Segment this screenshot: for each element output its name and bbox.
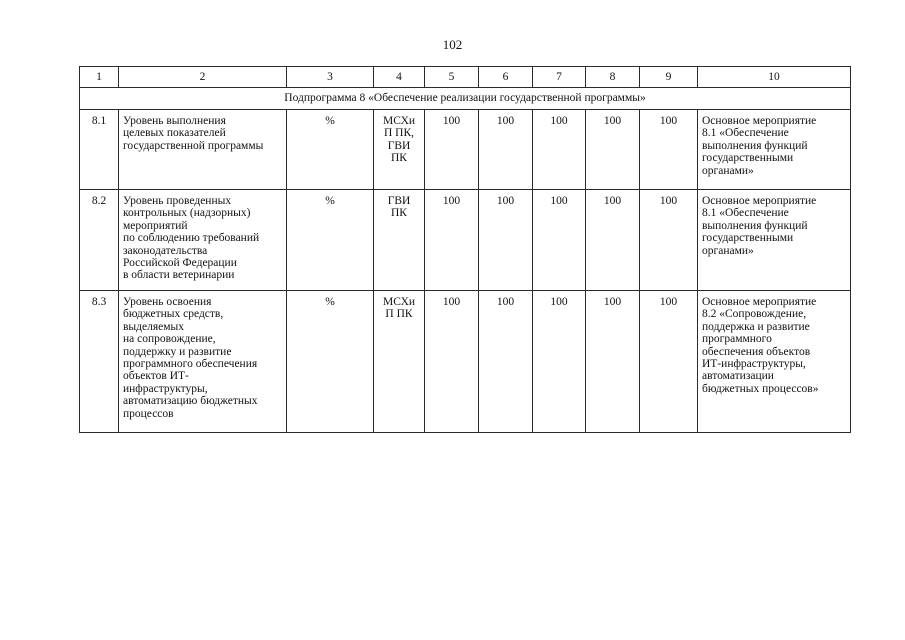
row-number: 8.1 [80,110,119,190]
column-header: 10 [698,67,851,88]
column-header: 7 [533,67,586,88]
activity-cell: Основное мероприятие 8.1 «Обеспечение выполнения функций государственными органами» [698,110,851,190]
value-cell: 100 [479,190,533,291]
column-header: 1 [80,67,119,88]
responsible-cell: ГВИ ПК [374,190,425,291]
responsible-cell: МСХи П ПК, ГВИ ПК [374,110,425,190]
value-cell: 100 [586,291,640,433]
column-header: 3 [287,67,374,88]
column-number-row [80,67,851,88]
row-number: 8.2 [80,190,119,291]
value-cell: 100 [533,110,586,190]
value-cell: 100 [640,110,698,190]
value-cell: 100 [533,291,586,433]
table-row [80,110,851,190]
value-cell: 100 [533,190,586,291]
value-cell: 100 [425,190,479,291]
indicator-name: Уровень проведенных контрольных (надзорных) мероприятий по соблюдению требований законодательства Российской Федерации в области ветеринарии [119,190,287,291]
value-cell: 100 [425,110,479,190]
column-header: 9 [640,67,698,88]
value-cell: 100 [586,110,640,190]
indicator-name: Уровень освоения бюджетных средств, выделяемых на сопровождение, поддержку и развитие программного обеспечения объектов ИТ- инфраструктуры, автоматизацию бюджетных процессов [119,291,287,433]
value-cell: 100 [640,190,698,291]
table-row [80,291,851,433]
value-cell: 100 [640,291,698,433]
activity-cell: Основное мероприятие 8.2 «Сопровождение, поддержка и развитие программного обеспечения объектов ИТ-инфраструктуры, автоматизации бюджетных процессов» [698,291,851,433]
row-number: 8.3 [80,291,119,433]
unit-cell: % [287,291,374,433]
page-number: 102 [442,37,463,52]
responsible-cell: МСХи П ПК [374,291,425,433]
indicator-name: Уровень выполнения целевых показателей государственной программы [119,110,287,190]
column-header: 4 [374,67,425,88]
value-cell: 100 [586,190,640,291]
table-row [80,190,851,291]
subprogram-row [80,88,851,110]
value-cell: 100 [425,291,479,433]
column-header: 6 [479,67,533,88]
value-cell: 100 [479,110,533,190]
unit-cell: % [287,110,374,190]
column-header: 8 [586,67,640,88]
subprogram-title: Подпрограмма 8 «Обеспечение реализации государственной программы» [80,88,851,110]
indicators-table [79,66,851,433]
activity-cell: Основное мероприятие 8.1 «Обеспечение выполнения функций государственными органами» [698,190,851,291]
unit-cell: % [287,190,374,291]
column-header: 5 [425,67,479,88]
value-cell: 100 [479,291,533,433]
column-header: 2 [119,67,287,88]
